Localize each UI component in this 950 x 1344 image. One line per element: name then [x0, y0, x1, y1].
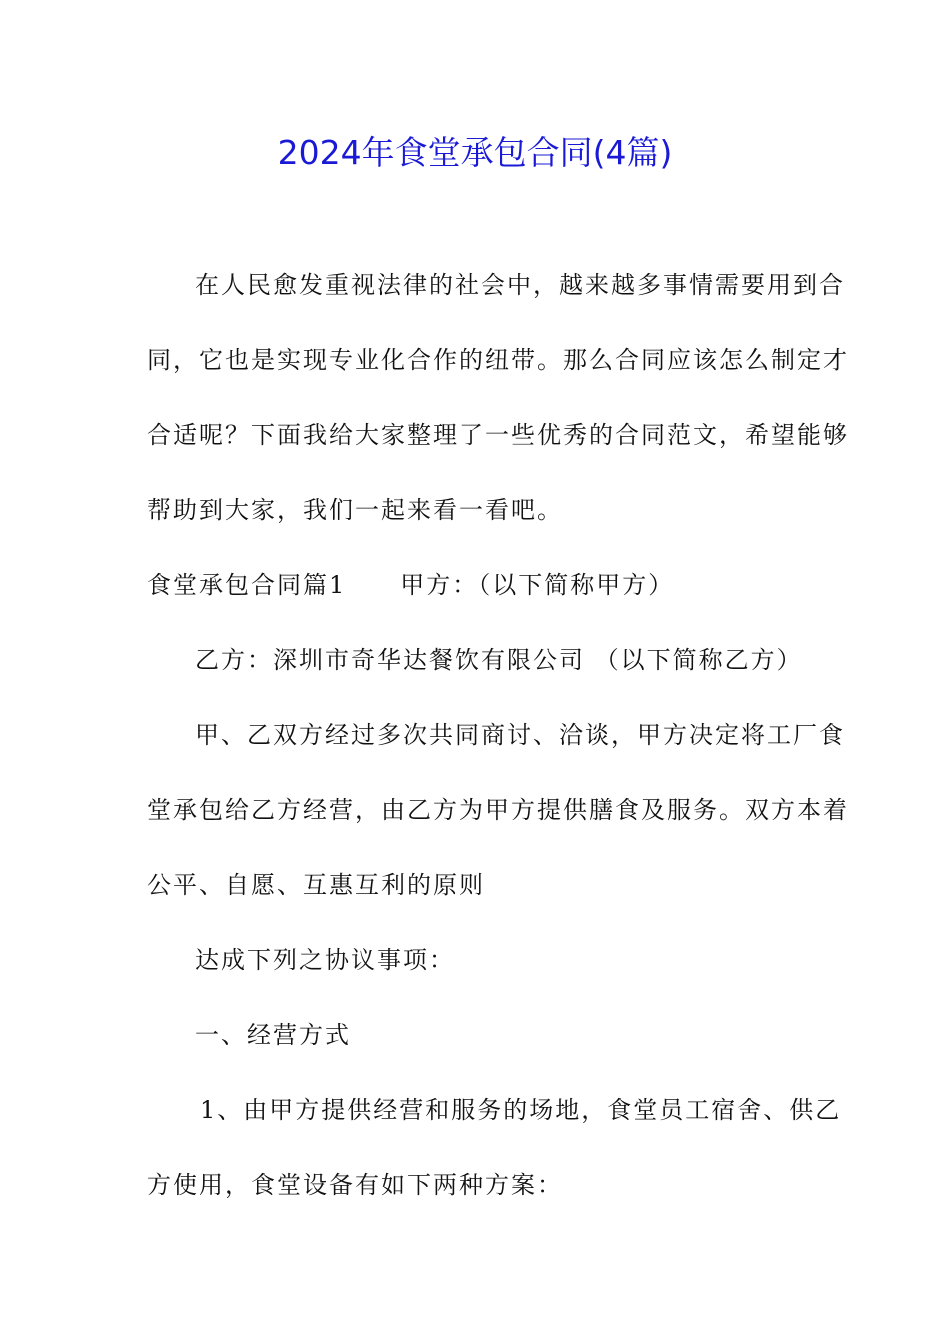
document-title: 2024年食堂承包合同(4篇): [277, 133, 673, 172]
intro-line-4: 帮助到大家，我们一起来看一看吧。: [147, 496, 563, 524]
clause-heading: 一、经营方式: [195, 1021, 351, 1049]
party-a-line: 甲方：（以下简称甲方）: [400, 571, 675, 599]
agreement-line-1: 甲、乙双方经过多次共同商讨、洽谈，甲方决定将工厂食: [195, 721, 845, 749]
agreement-line-2: 堂承包给乙方经营，由乙方为甲方提供膳食及服务。双方本着: [147, 796, 849, 824]
intro-line-3: 合适呢？下面我给大家整理了一些优秀的合同范文，希望能够: [147, 421, 849, 449]
section-1-heading: 食堂承包合同篇1: [147, 571, 347, 599]
agreement-line-3: 公平、自愿、互惠互利的原则: [147, 871, 485, 899]
agree-items-line: 达成下列之协议事项：: [195, 946, 455, 974]
section-1-header-row: [147, 568, 807, 602]
clause-1-line-1: 1、由甲方提供经营和服务的场地，食堂员工宿舍、供乙: [200, 1096, 842, 1124]
intro-line-1: 在人民愈发重视法律的社会中，越来越多事情需要用到合: [195, 271, 845, 299]
clause-1-line-2: 方使用，食堂设备有如下两种方案：: [147, 1171, 563, 1199]
party-b-line: 乙方：深圳市奇华达餐饮有限公司 （以下简称乙方）: [195, 646, 803, 674]
intro-line-2: 同，它也是实现专业化合作的纽带。那么合同应该怎么制定才: [147, 346, 849, 374]
